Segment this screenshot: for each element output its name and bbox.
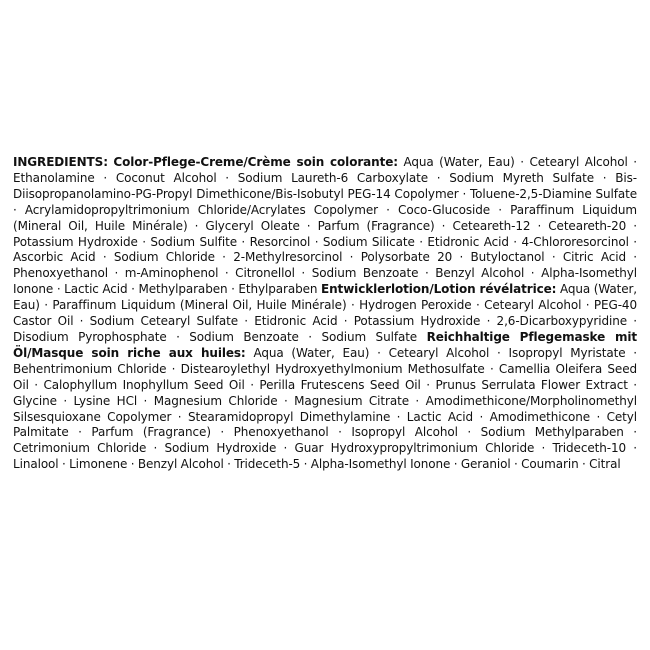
section-title-oil-mask: Reichhaltige Pflegemaske mit Öl/Masque soin riche aux huiles: — [13, 329, 637, 360]
section-list-color-cream: Aqua (Water, Eau) · Cetearyl Alcohol · Ethanolamine · Coconut Alcohol · Sodium Laureth-6 Carboxylate · Sodium Myreth Sulfate · Bis-Diisopropanolamino-PG-Propyl Dimethicone/Bis-Isobutyl PEG-14 Copolymer · Toluene-2,5-Diamine Sulfate · Acrylamidopropyltrimonium Chloride/Acrylates Copolymer · Coco-Glucoside · Paraffinum Liquidum (Mineral Oil, Huile Minérale) · Glyceryl Oleate · Parfum (Fragrance) · Ceteareth-12 · Ceteareth-20 · Potassium Hydroxide · Sodium Sulfite · Resorcinol · Sodium Silicate · Etidronic Acid · 4-Chlororesorcinol · Ascorbic Acid · Sodium Chloride · 2-Methylresorcinol · Polysorbate 20 · Butyloctanol · Citric Acid · Phenoxyethanol · m-Aminophenol · Citronellol · Sodium Benzoate · Benzyl Alcohol · Alpha-Isomethyl Ionone · Lactic Acid · Methylparaben · Ethylparaben — [13, 155, 637, 297]
section-title-developer-lotion: Entwicklerlotion/Lotion révélatrice: — [321, 282, 557, 297]
section-list-oil-mask: Aqua (Water, Eau) · Cetearyl Alcohol · Isopropyl Myristate · Behentrimonium Chloride · Distearoylethyl Hydroxyethylmonium Methosulfate · Camellia Oleifera Seed Oil · Calophyllum Inophyllum Seed Oil · Perilla Frutescens Seed Oil · Prunus Serrulata Flower Extract · Glycine · Lysine HCl · Magnesium Chloride · Magnesium Citrate · Amodimethicone/Morpholinomethyl Silsesquioxane Copolymer · Stearamidopropyl Dimethylamine · Lactic Acid · Amodimethicone · Cetyl Palmitate · Parfum (Fragrance) · Phenoxyethanol · Isopropyl Alcohol · Sodium Methylparaben · Cetrimonium Chloride · Sodium Hydroxide · Guar Hydroxypropyltrimonium Chloride · Trideceth-10 · Linalool · Limonene · Benzyl Alcohol · Trideceth-5 · Alpha-Isomethyl Ionone · Geraniol · Coumarin · Citral — [13, 345, 637, 472]
ingredients-text — [13, 155, 637, 473]
section-list-developer-lotion: Aqua (Water, Eau) · Paraffinum Liquidum (Mineral Oil, Huile Minérale) · Hydrogen Peroxide · Cetearyl Alcohol · PEG-40 Castor Oil · Sodium Cetearyl Sulfate · Etidronic Acid · Potassium Hydroxide · 2,6-Dicarboxypyridine · Disodium Pyrophosphate · Sodium Benzoate · Sodium Sulfate — [13, 282, 638, 344]
ingredients-heading: INGREDIENTS: — [13, 155, 108, 169]
section-title-color-cream: Color-Pflege-Creme/Crème soin colorante: — [113, 155, 398, 169]
